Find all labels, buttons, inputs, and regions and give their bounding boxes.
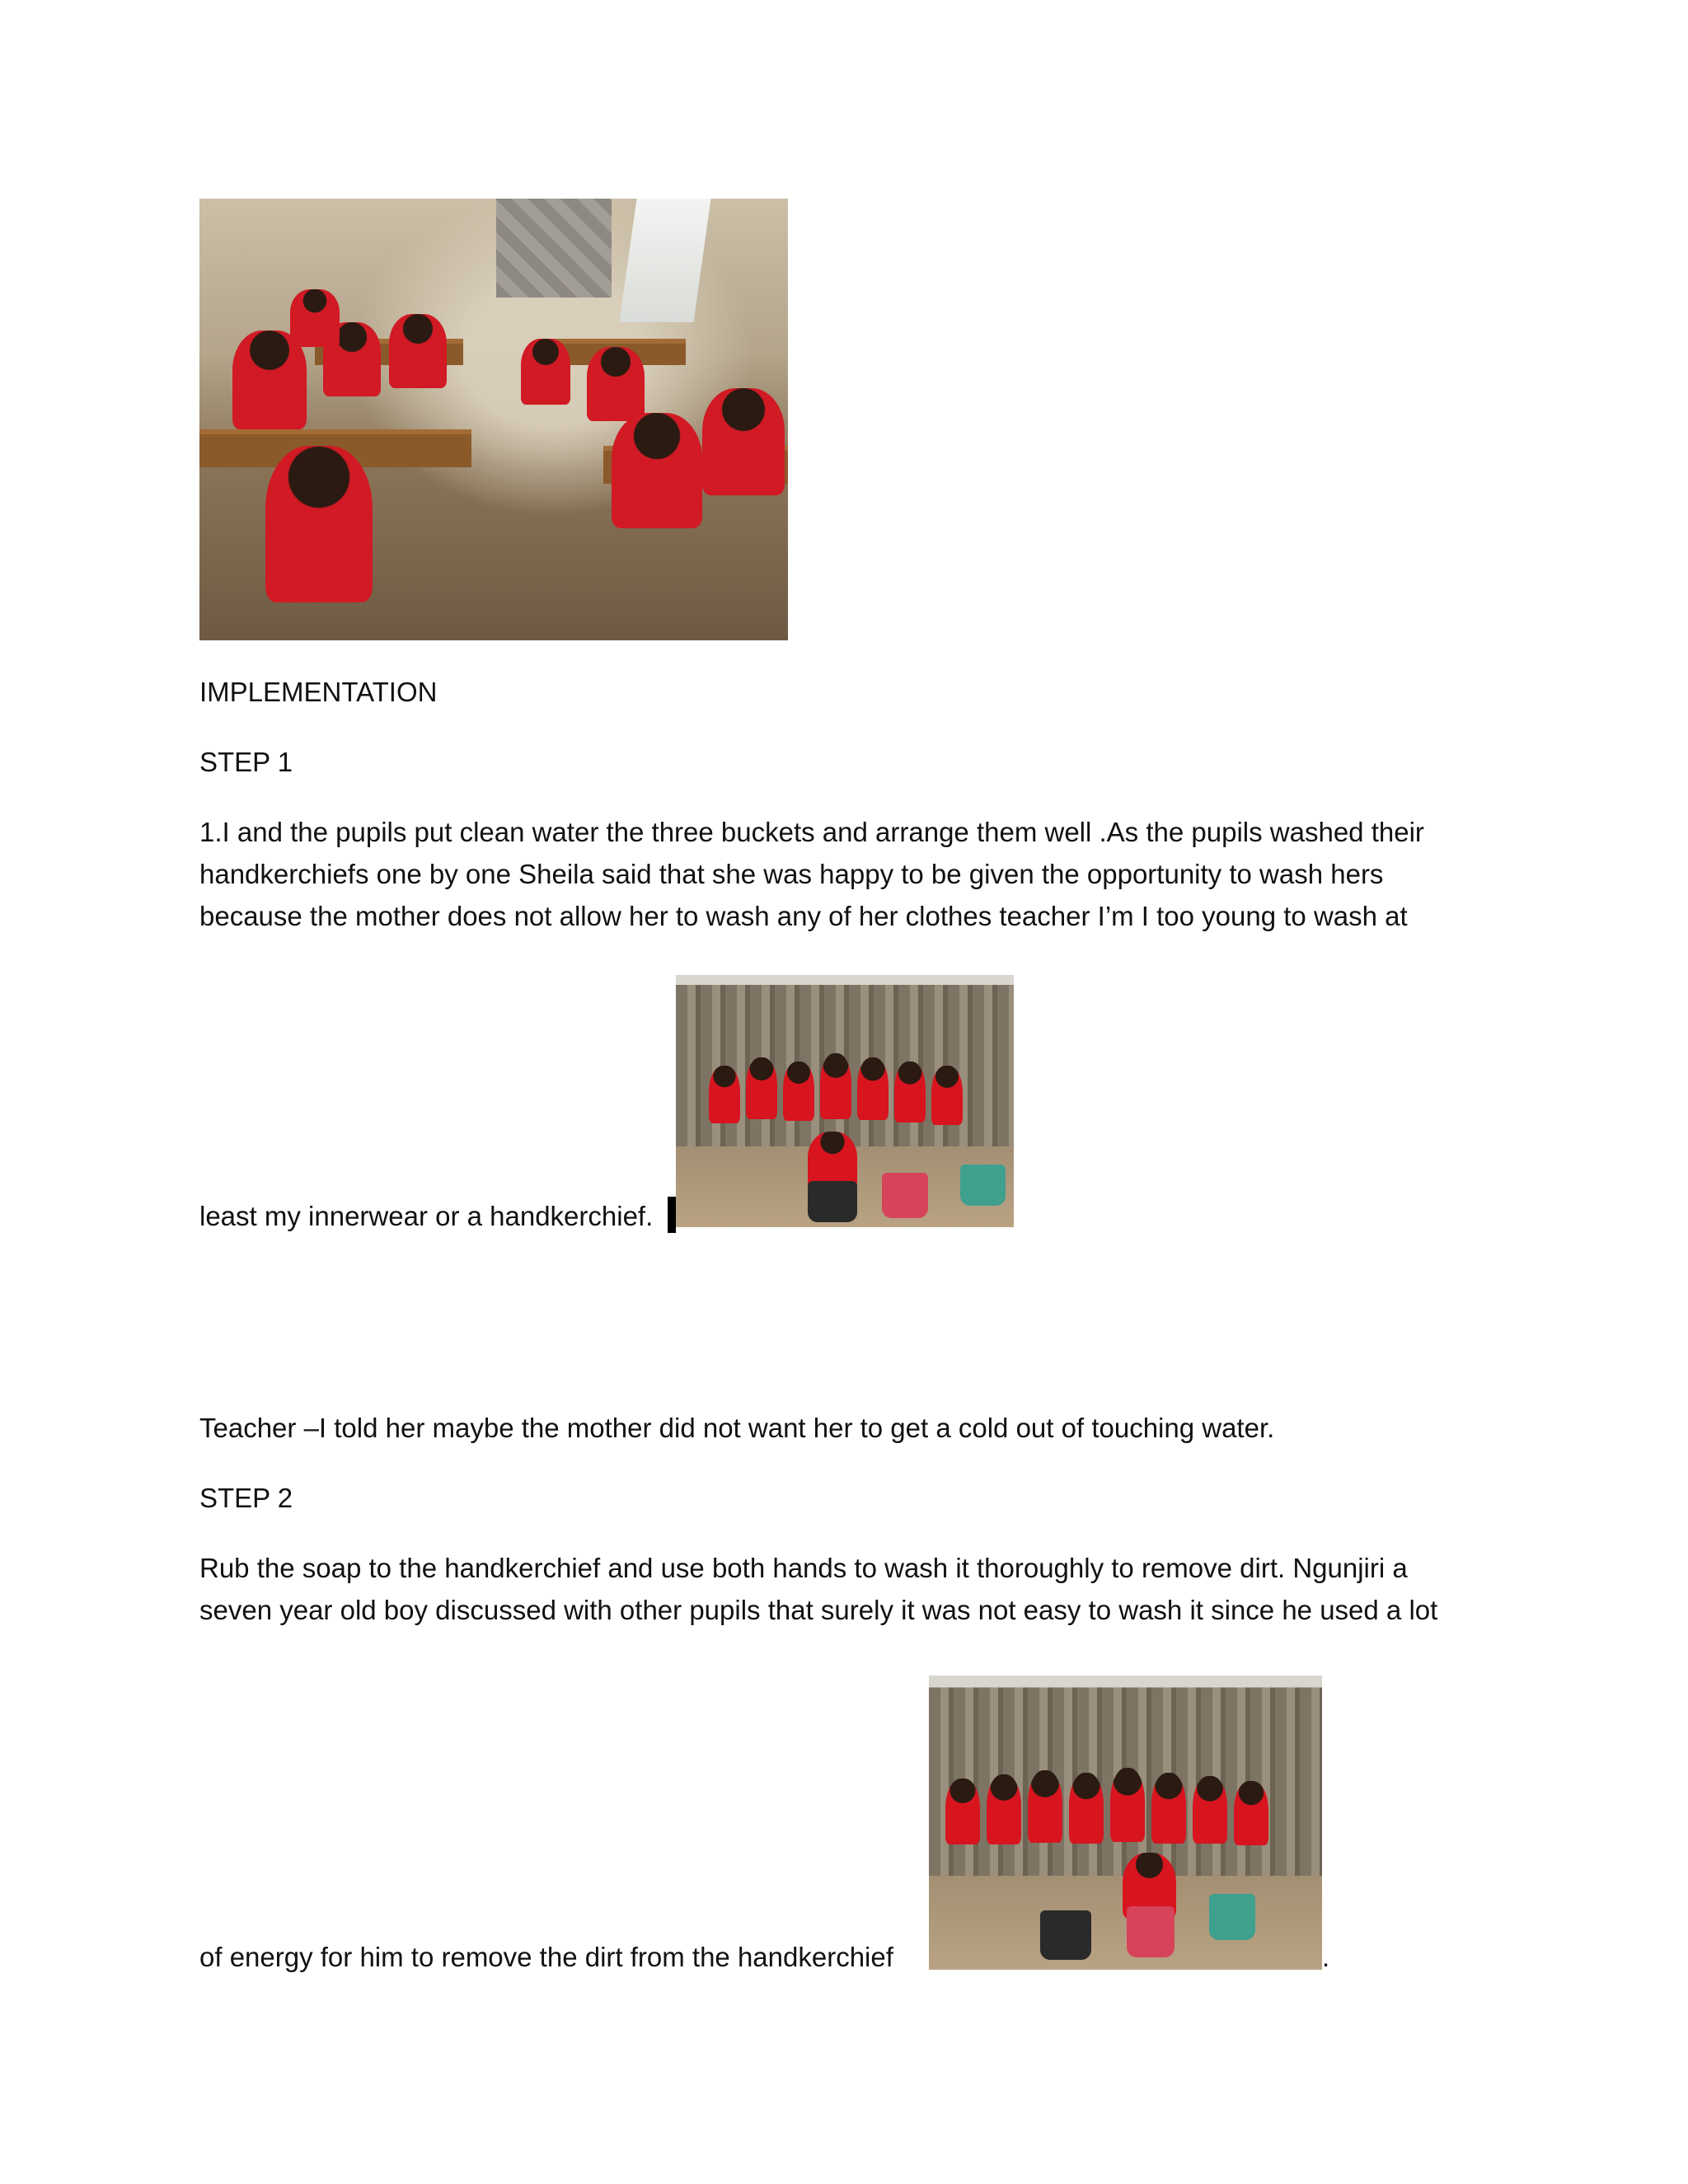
- step2-text-line: seven year old boy discussed with other pupils that surely it was not easy to wash it since he used a lot: [199, 1595, 1438, 1625]
- step1-text-line: because the mother does not allow her to wash any of her clothes teacher I’m I too young to wash at: [199, 901, 1408, 931]
- pupil: [1028, 1770, 1062, 1843]
- stone-wall: [496, 199, 612, 298]
- bucket: [960, 1165, 1006, 1206]
- pupil: [894, 1062, 926, 1122]
- pupil: [702, 388, 785, 495]
- bucket: [1127, 1906, 1175, 1957]
- pupil: [1069, 1773, 1104, 1844]
- pupil: [820, 1053, 851, 1119]
- step1-photo: [676, 975, 1014, 1227]
- pupil: [945, 1779, 980, 1844]
- pupil: [1151, 1773, 1186, 1844]
- pupil: [746, 1057, 777, 1119]
- step1-text-line: 1.I and the pupils put clean water the three buckets and arrange them well .As the pupils washed their: [199, 817, 1424, 847]
- pupil: [931, 1066, 963, 1125]
- section-heading: IMPLEMENTATION: [199, 677, 438, 707]
- step1-label: STEP 1: [199, 747, 293, 777]
- pupil: [612, 413, 702, 528]
- step1-text-line: handkerchiefs one by one Sheila said that she was happy to be given the opportunity to wash hers: [199, 859, 1384, 889]
- pupil: [290, 289, 340, 347]
- step2-text-line: Rub the soap to the handkerchief and use both hands to wash it thoroughly to remove dirt. Ngunjiri a: [199, 1553, 1408, 1583]
- pupil: [709, 1066, 740, 1123]
- text-cursor: [668, 1197, 676, 1233]
- step2-text-line: of energy for him to remove the dirt from the handkerchief: [199, 1942, 893, 1972]
- trailing-period: .: [1322, 1942, 1330, 1972]
- pupil: [1234, 1781, 1268, 1845]
- pupil: [521, 339, 570, 405]
- bucket: [882, 1173, 928, 1218]
- pupil: [857, 1057, 889, 1120]
- pupil: [783, 1062, 814, 1121]
- pupil: [587, 347, 645, 421]
- bucket: [1040, 1910, 1091, 1960]
- step1-text-line: least my innerwear or a handkerchief.: [199, 1201, 654, 1231]
- step2-photo: [929, 1675, 1322, 1970]
- window: [619, 199, 710, 322]
- classroom-photo: [199, 199, 788, 640]
- teacher-reply: Teacher –I told her maybe the mother did not want her to get a cold out of touching water.: [199, 1413, 1275, 1443]
- pupil: [265, 446, 373, 602]
- pupil: [389, 314, 447, 388]
- step2-label: STEP 2: [199, 1483, 293, 1513]
- bucket: [808, 1181, 857, 1222]
- pupil: [987, 1774, 1021, 1844]
- pupil: [1110, 1768, 1145, 1842]
- bucket: [1209, 1894, 1255, 1940]
- pupil: [1193, 1776, 1227, 1844]
